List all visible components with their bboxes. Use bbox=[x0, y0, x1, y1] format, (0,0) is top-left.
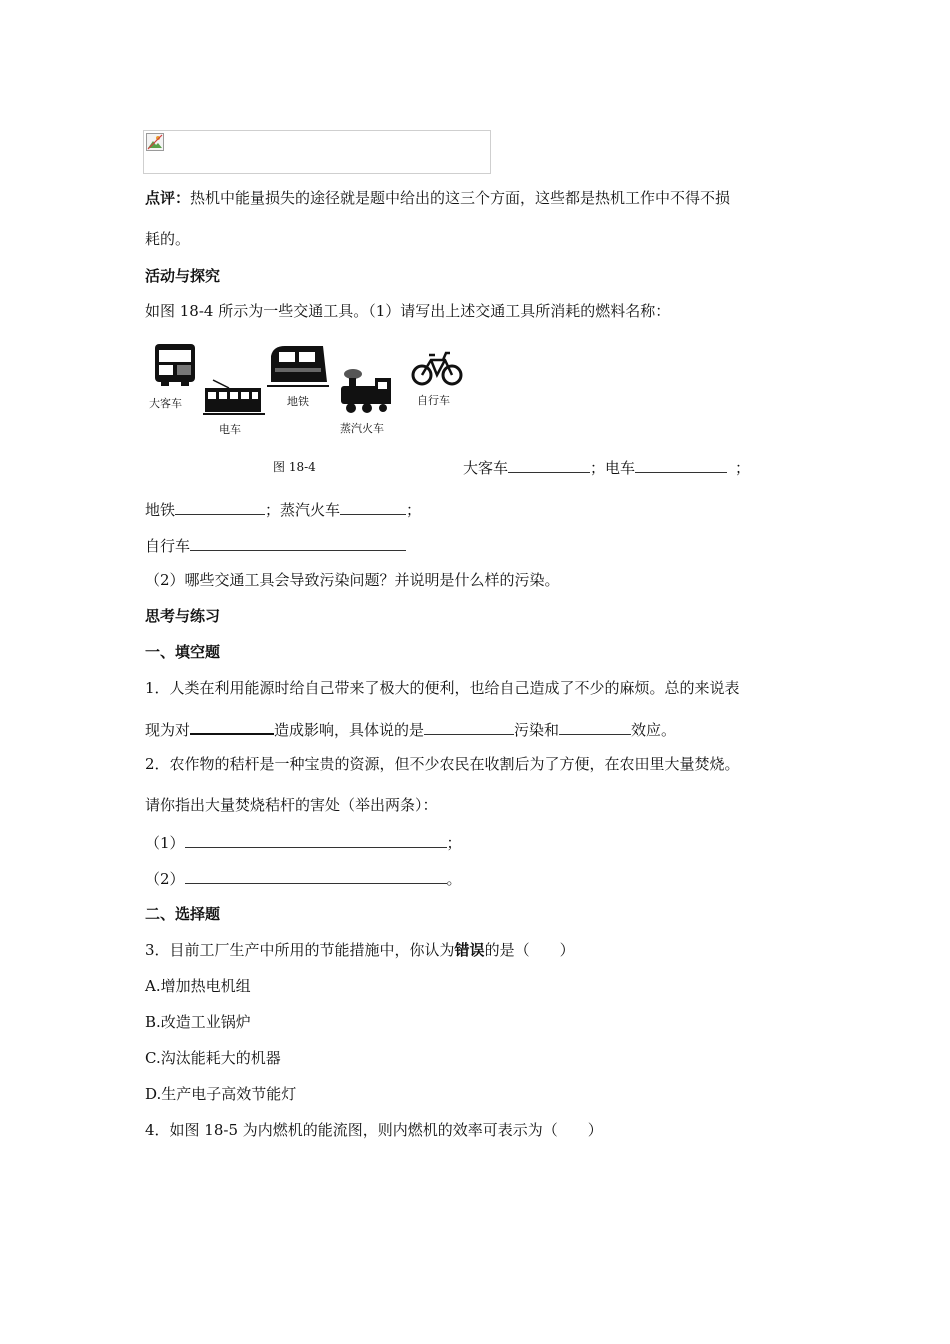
tram-blank-label: ；电车 bbox=[590, 459, 636, 477]
q2-item-2-label: （2） bbox=[145, 870, 185, 888]
steam-blank-end: ； bbox=[406, 501, 422, 519]
q2-line-1: 2．农作物的秸杆是一种宝贵的资源，但不少农民在收割后为了方便，在农田里大量焚烧。 bbox=[145, 755, 740, 773]
bus-tram-blanks bbox=[463, 457, 750, 478]
q2-item-1-end: ； bbox=[446, 834, 462, 852]
q3-option-c[interactable]: C.沟汰能耗大的机器 bbox=[145, 1049, 281, 1067]
tram-blank-end: ； bbox=[735, 459, 751, 477]
tram-icon bbox=[203, 378, 265, 418]
steam-train-label: 蒸汽火车 bbox=[340, 422, 384, 435]
comment-line-1 bbox=[145, 188, 730, 208]
q1-line-1: 1．人类在利用能源时给自己带来了极大的便利，也给自己造成了不少的麻烦。总的来说表 bbox=[145, 679, 740, 697]
comment-line-2: 耗的。 bbox=[145, 230, 191, 248]
q4-stem: 4．如图 18-5 为内燃机的能流图，则内燃机的效率可表示为（ ） bbox=[145, 1121, 603, 1139]
bicycle-label: 自行车 bbox=[417, 394, 450, 407]
q3-option-d[interactable]: D.生产电子高效节能灯 bbox=[145, 1085, 297, 1103]
q1-text-c: 污染和 bbox=[514, 721, 560, 739]
subway-blank-label: 地铁 bbox=[145, 501, 176, 519]
activity-question-2: （2）哪些交通工具会导致污染问题？并说明是什么样的污染。 bbox=[145, 571, 560, 589]
steam-answer-blank[interactable] bbox=[340, 499, 406, 515]
q2-blank-2[interactable] bbox=[185, 868, 447, 884]
q3-emphasis: 错误 bbox=[454, 941, 485, 959]
q2-item-1 bbox=[145, 832, 462, 853]
q1-text-a: 现为对 bbox=[145, 721, 191, 739]
activity-intro: 如图 18-4 所示为一些交通工具。（1）请写出上述交通工具所消耗的燃料名称： bbox=[145, 302, 671, 320]
section-choice-heading: 二、选择题 bbox=[145, 905, 221, 923]
q2-item-2-end: 。 bbox=[446, 870, 462, 888]
bicycle-icon bbox=[411, 348, 463, 388]
section-fill-in-heading: 一、填空题 bbox=[145, 643, 221, 661]
steam-blank-label: ；蒸汽火车 bbox=[265, 501, 341, 519]
broken-image-icon bbox=[146, 133, 164, 151]
q1-blank-3[interactable] bbox=[559, 719, 631, 735]
practice-heading: 思考与练习 bbox=[145, 607, 221, 625]
q1-blank-2[interactable] bbox=[424, 719, 514, 735]
comment-text-1: 热机中能量损失的途径就是题中给出的这三个方面，这些都是热机工作中不得不损 bbox=[190, 189, 731, 207]
q3-text-b: 的是（ ） bbox=[484, 941, 575, 959]
q3-option-a[interactable]: A.增加热电机组 bbox=[145, 977, 251, 995]
subway-answer-blank[interactable] bbox=[175, 499, 265, 515]
tram-label: 电车 bbox=[219, 423, 241, 436]
q1-text-b: 造成影响，具体说的是 bbox=[274, 721, 425, 739]
broken-image-placeholder bbox=[143, 130, 491, 174]
q2-blank-1[interactable] bbox=[185, 832, 447, 848]
figure-caption: 图 18-4 bbox=[273, 460, 316, 474]
subway-steam-blanks bbox=[145, 499, 421, 520]
steam-train-icon bbox=[337, 366, 397, 416]
bus-answer-blank[interactable] bbox=[508, 457, 590, 473]
bus-icon bbox=[153, 342, 197, 388]
q1-line-2 bbox=[145, 718, 676, 740]
tram-answer-blank[interactable] bbox=[635, 457, 727, 473]
subway-icon bbox=[267, 342, 329, 390]
q1-text-d: 效应。 bbox=[631, 721, 677, 739]
q3-text-a: 3．目前工厂生产中所用的节能措施中，你认为 bbox=[145, 941, 455, 959]
bus-label: 大客车 bbox=[149, 397, 182, 410]
activity-heading: 活动与探究 bbox=[145, 267, 221, 285]
bus-blank-label: 大客车 bbox=[463, 459, 509, 477]
bicycle-blank-line bbox=[145, 535, 406, 556]
q3-option-b[interactable]: B.改造工业锅炉 bbox=[145, 1013, 251, 1031]
bicycle-blank-label: 自行车 bbox=[145, 537, 191, 555]
q2-item-1-label: （1） bbox=[145, 834, 185, 852]
q2-item-2 bbox=[145, 868, 462, 889]
q1-blank-1[interactable] bbox=[190, 718, 274, 735]
comment-label: 点评： bbox=[145, 189, 191, 207]
subway-label: 地铁 bbox=[287, 395, 309, 408]
q3-stem bbox=[145, 940, 575, 960]
q2-line-2: 请你指出大量焚烧秸杆的害处（举出两条）： bbox=[145, 796, 438, 814]
bicycle-answer-blank[interactable] bbox=[190, 535, 406, 551]
vehicles-figure bbox=[145, 340, 475, 440]
